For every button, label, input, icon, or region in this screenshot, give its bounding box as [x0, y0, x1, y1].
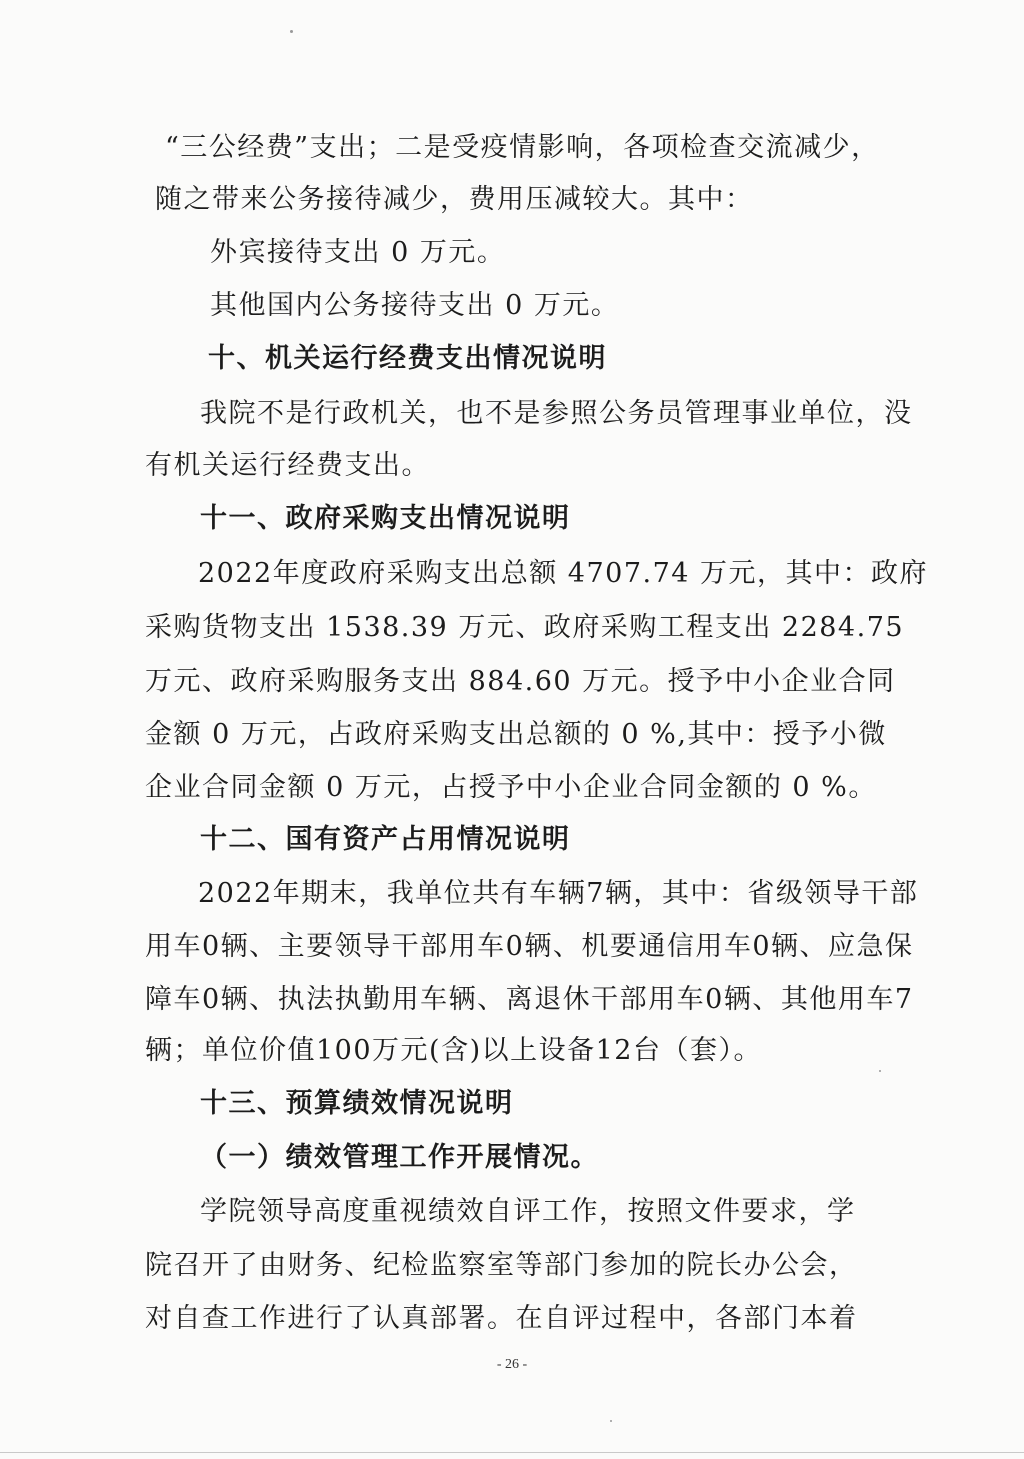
- section-heading: 十二、国有资产占用情况说明: [200, 824, 571, 855]
- body-line: 金额 0 万元，占政府采购支出总额的 0 %,其中：授予小微: [145, 719, 887, 750]
- body-line: 学院领导高度重视绩效自评工作，按照文件要求，学: [200, 1196, 856, 1227]
- body-line: 企业合同金额 0 万元，占授予中小企业合同金额的 0 %。: [145, 772, 877, 803]
- body-line: 有机关运行经费支出。: [145, 450, 430, 481]
- section-heading: 十、机关运行经费支出情况说明: [208, 343, 607, 374]
- body-line: 随之带来公务接待减少，费用压减较大。其中：: [155, 184, 754, 215]
- body-line: 其他国内公务接待支出 0 万元。: [210, 290, 620, 321]
- body-line: “三公经费”支出；二是受疫情影响，各项检查交流减少，: [165, 132, 880, 163]
- body-line: 采购货物支出 1538.39 万元、政府采购工程支出 2284.75: [145, 612, 905, 643]
- scan-speck: [290, 30, 293, 33]
- body-line: 外宾接待支出 0 万元。: [210, 237, 506, 268]
- section-heading: 十一、政府采购支出情况说明: [200, 503, 571, 534]
- body-line: 辆；单位价值100万元(含)以上设备12台（套）。: [145, 1035, 762, 1066]
- page-number: - 26 -: [496, 1357, 528, 1372]
- body-line: 2022年度政府采购支出总额 4707.74 万元，其中：政府: [198, 558, 929, 589]
- body-line: 2022年期末，我单位共有车辆7辆，其中：省级领导干部: [198, 878, 919, 909]
- body-line: 院召开了由财务、纪检监察室等部门参加的院长办公会，: [145, 1250, 858, 1281]
- scan-speck: [610, 1420, 612, 1422]
- body-line: 障车0辆、执法执勤用车辆、离退休干部用车0辆、其他用车7: [145, 984, 914, 1015]
- body-line: 对自查工作进行了认真部署。在自评过程中，各部门本着: [145, 1303, 858, 1334]
- scan-speck: [879, 1070, 881, 1072]
- section-heading: 十三、预算绩效情况说明: [200, 1088, 514, 1119]
- scan-edge: [0, 1452, 1024, 1453]
- body-line: 万元、政府采购服务支出 884.60 万元。授予中小企业合同: [145, 666, 896, 697]
- subsection-heading: （一）绩效管理工作开展情况。: [200, 1142, 599, 1173]
- body-line: 我院不是行政机关，也不是参照公务员管理事业单位，没: [200, 398, 913, 429]
- body-line: 用车0辆、主要领导干部用车0辆、机要通信用车0辆、应急保: [145, 931, 914, 962]
